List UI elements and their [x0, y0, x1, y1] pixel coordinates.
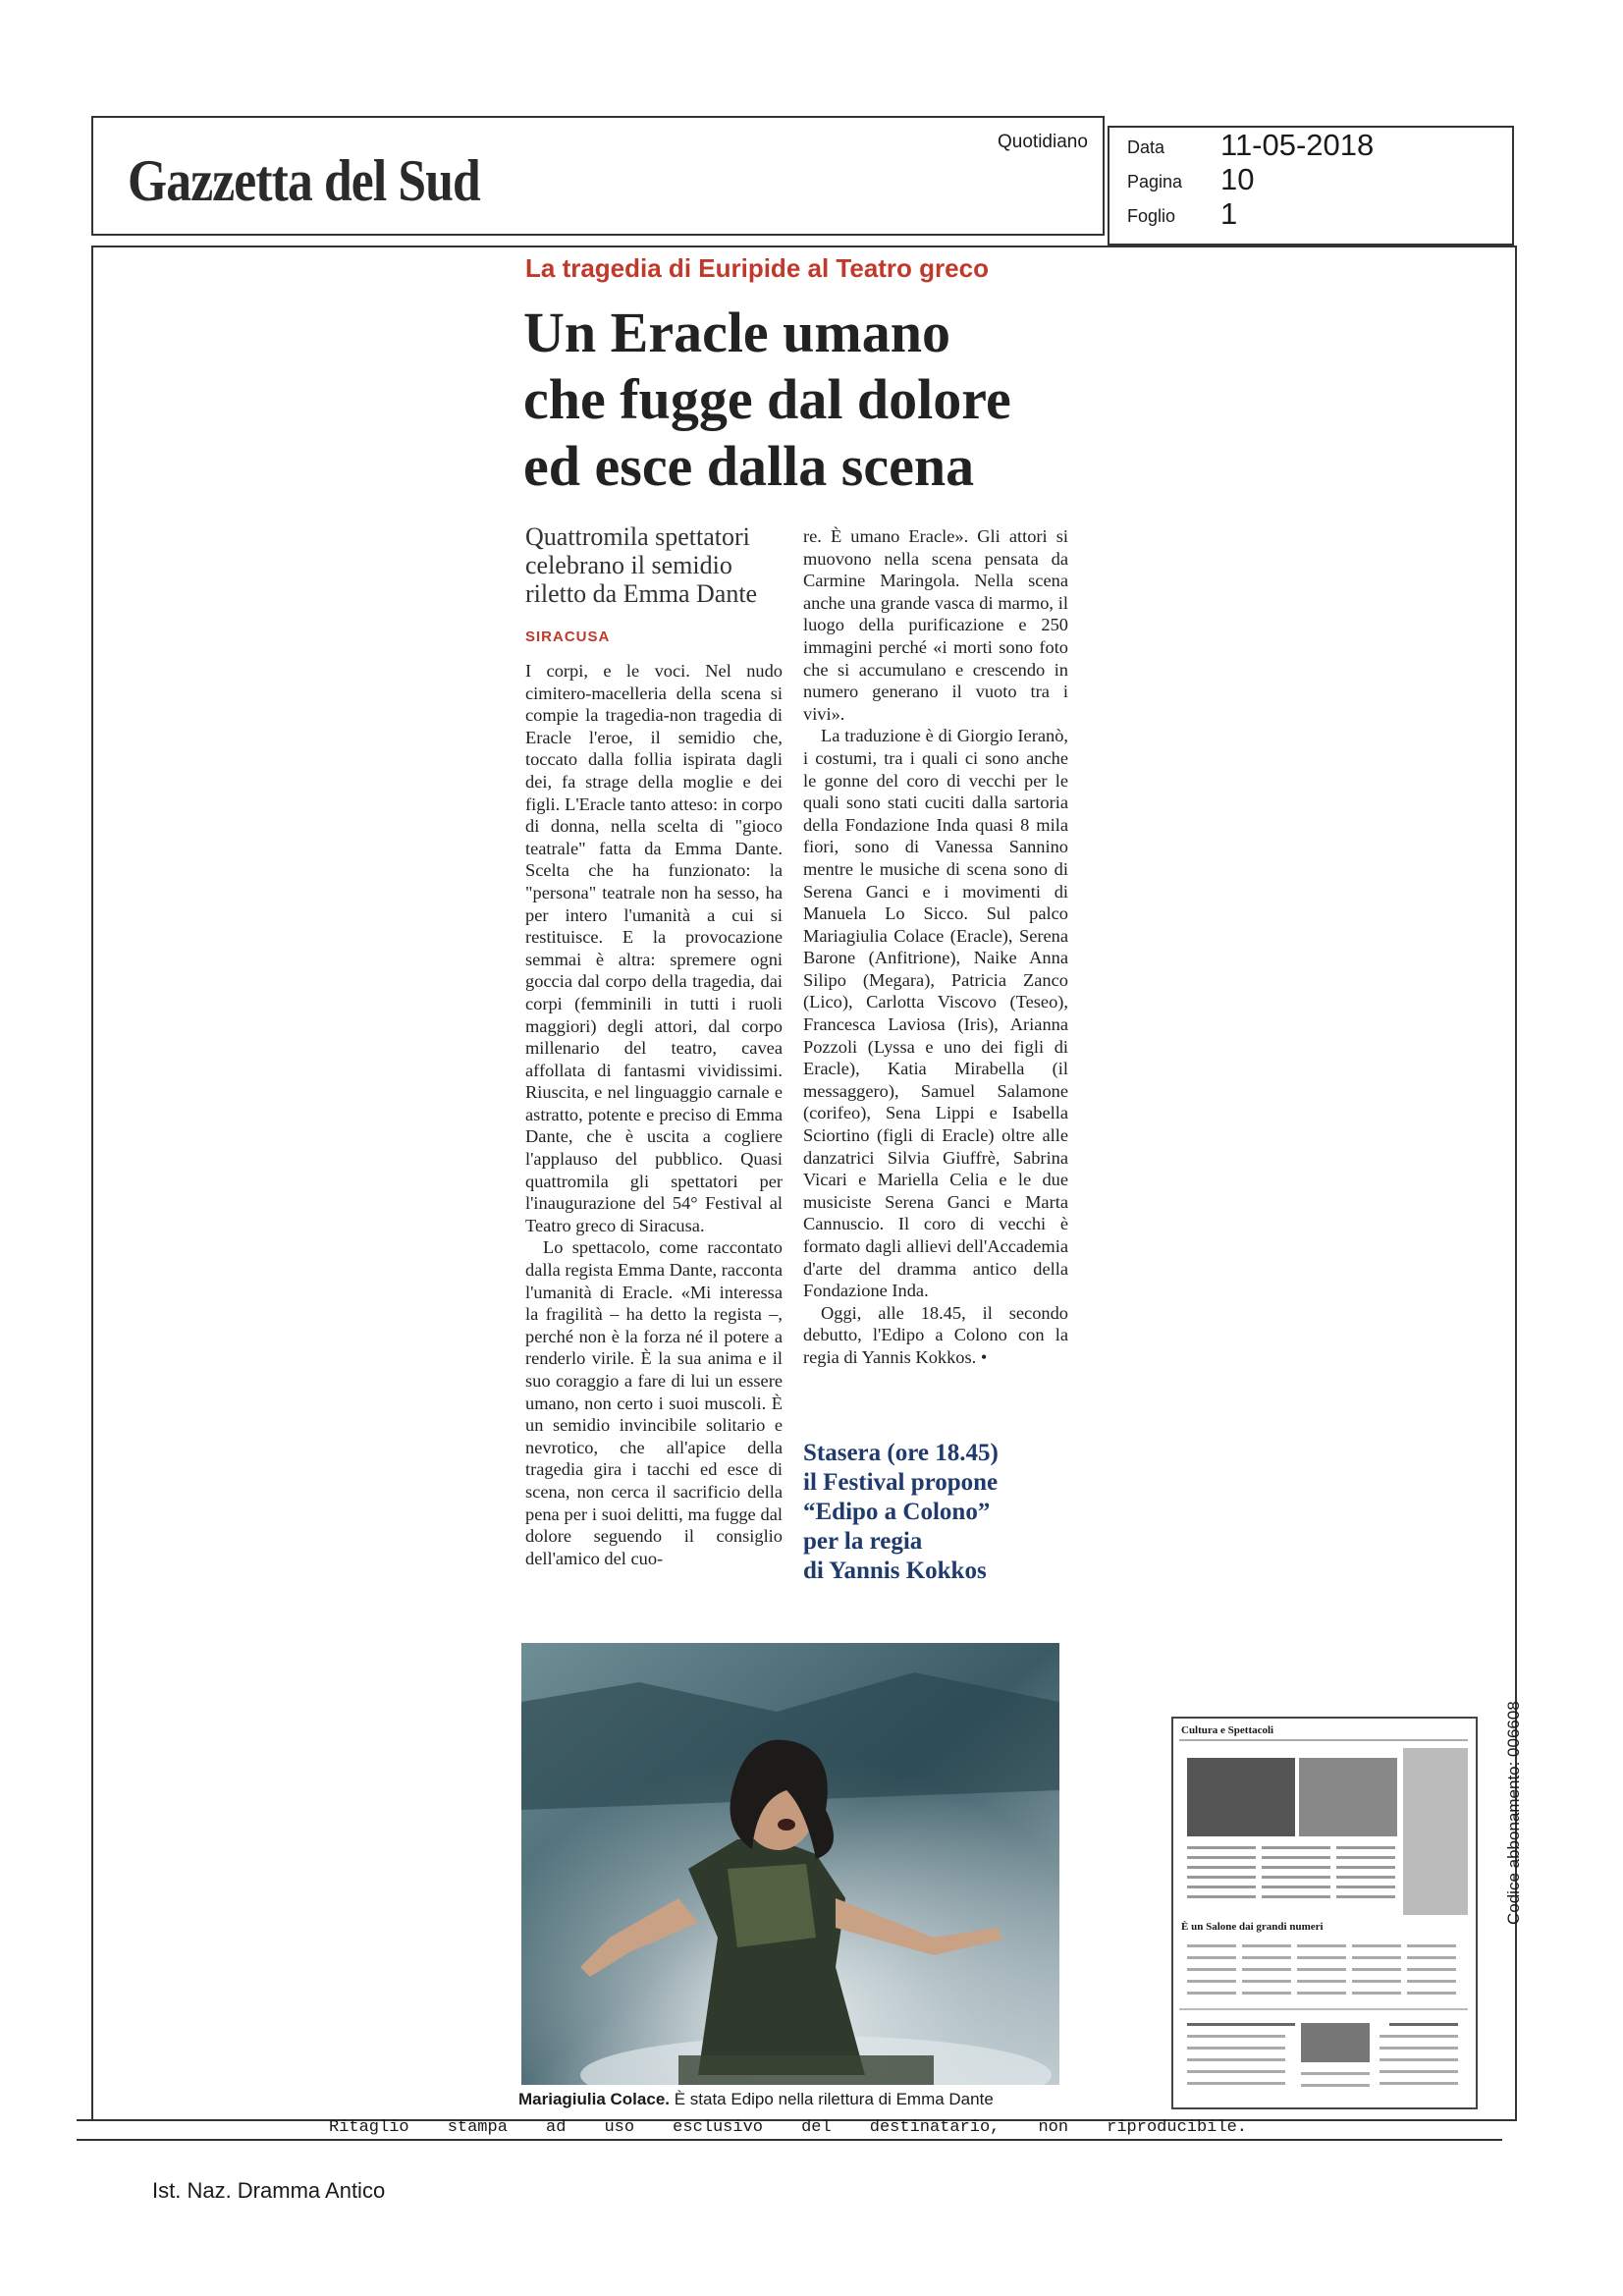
article-column-2	[803, 525, 1068, 1369]
body-paragraph: re. È umano Eracle». Gli attori si muovono nella scena pensata da Carmine Maringola. Nella scena anche una grande vasca di marmo, il luogo della purificazione e 250 immagini perché «i morti sono foto che si accumulano e crescendo in numero generano il vuoto tra i vivi».	[803, 526, 1068, 724]
pull-quote-line: Stasera (ore 18.45)	[803, 1440, 999, 1466]
notice-word: uso	[604, 2118, 635, 2137]
reproduction-notice	[329, 2118, 1247, 2137]
caption-text: È stata Edipo nella rilettura di Emma Dante	[670, 2090, 994, 2108]
meta-label-pagina: Pagina	[1127, 172, 1183, 191]
body-paragraph: La traduzione è di Giorgio Ieranò, i costumi, tra i quali ci sono anche le gonne del coro di vecchi per le quali sono stati cuciti dalla sartoria della Fondazione Inda quasi 8 mila fiori, sono di Vanessa Sannino mentre le musiche di scena sono di Serena Ganci e i movimenti di Manuela Lo Sicco. Sul palco Mariagiulia Colace (Eracle), Serena Barone (Anfitrione), Naike Anna Silipo (Megara), Patricia Zanco (Lico), Carlotta Viscovo (Teseo), Francesca Laviosa (Iris), Arianna Pozzoli (Lyssa e uno dei figli di Eracle), Katia Mirabella (il messaggero), Samuel Salamone (corifeo), Sena Lippi e Isabella Sciortino (figli di Eracle) oltre alle danzatrici Silvia Giuffrè, Sabrina Vicari e Mariella Celia e le due musiciste Serena Ganci e Marta Cannuscio. Il coro di vecchi è formato dagli allievi dell'Accademia d'arte del dramma antico della Fondazione Inda.	[803, 726, 1068, 1301]
pull-quote-line: di Yannis Kokkos	[803, 1558, 987, 1584]
article-kicker: La tragedia di Euripide al Teatro greco	[525, 253, 989, 283]
meta-label-foglio: Foglio	[1127, 206, 1176, 226]
body-paragraph: Lo spettacolo, come raccontato dalla regista Emma Dante, racconta l'umanità di Eracle. «Mi interessa la fragilità – ha detto la regista –, perché non è la forza né il potere a renderlo virile. È la sua anima e il suo coraggio a fare di lui un essere umano, non certo i suoi muscoli. È un semidio invincibile solitario e nevrotico, che all'apice della tragedia gira i tacchi ed esce di scena, non cerca il sacrificio della pena per i suoi delitti, ma fugge dal dolore seguendo il consiglio dell'amico del cuo-	[525, 1237, 783, 1568]
notice-word: Ritaglio	[329, 2118, 409, 2137]
notice-word: esclusivo	[673, 2118, 763, 2137]
organization-name: Ist. Naz. Dramma Antico	[152, 2178, 386, 2203]
article-deck	[525, 522, 800, 608]
page-thumbnail	[1171, 1717, 1478, 2109]
meta-value-foglio: 1	[1220, 196, 1238, 231]
headline-line: che fugge dal dolore	[523, 367, 1011, 431]
deck-line: riletto da Emma Dante	[525, 579, 758, 608]
photo-caption	[518, 2090, 994, 2109]
divider-line	[77, 2139, 1502, 2141]
pull-quote-line: “Edipo a Colono”	[803, 1499, 991, 1525]
pull-quote	[803, 1439, 1078, 1586]
notice-word: destinatario,	[869, 2118, 1001, 2137]
notice-word: non	[1038, 2118, 1069, 2137]
meta-label-data: Data	[1127, 137, 1165, 157]
deck-line: celebrano il semidio	[525, 551, 732, 579]
meta-value-data: 11-05-2018	[1220, 128, 1375, 162]
masthead-logo: Gazzetta del Sud	[128, 148, 480, 213]
notice-word: del	[801, 2118, 832, 2137]
notice-word: stampa	[447, 2118, 508, 2137]
thumbnail-section-title: Cultura e Spettacoli	[1181, 1724, 1274, 1736]
article-dateline: SIRACUSA	[525, 629, 611, 645]
headline-line: Un Eracle umano	[523, 301, 950, 364]
article-column-1	[525, 660, 783, 1569]
pull-quote-line: per la regia	[803, 1528, 923, 1555]
thumbnail-headline: È un Salone dai grandi numeri	[1181, 1921, 1324, 1933]
meta-value-pagina: 10	[1220, 162, 1255, 196]
body-paragraph: I corpi, e le voci. Nel nudo cimitero-macelleria della scena si compie la tragedia-non tragedia di Eracle l'eroe, il semidio che, toccato dalla follia ispirata dagli dei, fa strage della moglie e dei figli. L'Eracle tanto atteso: in corpo di donna, nella scelta di "gioco teatrale" fatta da Emma Dante. Scelta che ha funzionato: la "persona" teatrale non ha sesso, ha per intero l'umanità a cui si restituisce. E la provocazione semmai è altra: spremere ogni goccia dal corpo della tragedia, dai corpi (femminili in tutti i ruoli maggiori) degli attori, dal corpo millenario del teatro, cavea affollata di fantasmi vividissimi. Riuscita, e nel linguaggio carnale e astratto, potente e preciso di Emma Dante, che è uscita a cogliere l'applauso del pubblico. Quasi quattromila gli spettatori per l'inaugurazione del 54° Festival al Teatro greco di Siracusa.	[525, 661, 783, 1235]
notice-word: ad	[546, 2118, 567, 2137]
publication-type: Quotidiano	[998, 132, 1088, 152]
notice-word: riproducibile.	[1107, 2118, 1247, 2137]
subscription-code: Codice abbonamento: 006608	[1504, 1701, 1523, 1925]
caption-name: Mariagiulia Colace.	[518, 2090, 670, 2108]
article-headline	[523, 300, 1112, 500]
headline-line: ed esce dalla scena	[523, 434, 975, 498]
photo-illustration	[521, 1643, 1059, 2085]
pull-quote-line: il Festival propone	[803, 1469, 999, 1496]
thumbnail-layout	[1173, 1719, 1476, 2107]
performer-photo	[521, 1643, 1059, 2085]
deck-line: Quattromila spettatori	[525, 522, 750, 551]
body-paragraph: Oggi, alle 18.45, il secondo debutto, l'Edipo a Colono con la regia di Yannis Kokkos. •	[803, 1302, 1068, 1367]
